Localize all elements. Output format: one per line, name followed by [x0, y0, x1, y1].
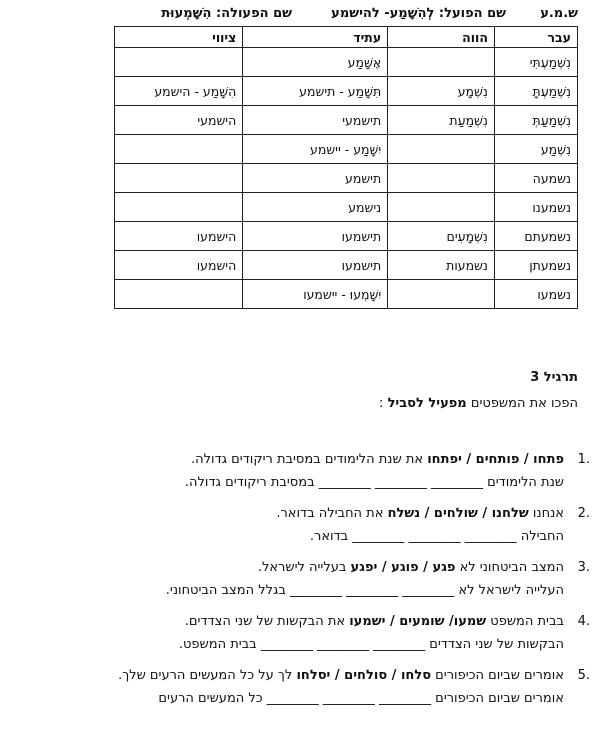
- sentence-line: [5, 556, 590, 579]
- exercise-title: תרגיל 3: [530, 370, 578, 385]
- item-number: .4: [577, 614, 590, 629]
- cell-imperative: הִשָּׁמַע - הישמע: [115, 77, 243, 106]
- root-code: ש.מ.ע: [540, 6, 578, 21]
- cell-future: תישמעו: [243, 222, 388, 251]
- action-noun-label: שם הפעולה: הִשָּׁמְעוּת: [161, 6, 292, 21]
- sentence-end: את שנת הלימודים במסיבת ריקודים גדולה.: [191, 452, 428, 467]
- sentence-start: המצב הביטחוני לא: [455, 560, 564, 575]
- sentence-start: אנחנו: [528, 506, 564, 521]
- table-row: [115, 222, 578, 251]
- instruction-colon: :: [379, 396, 388, 411]
- table-row: [115, 280, 578, 309]
- header-future: עתיד: [243, 27, 388, 48]
- sentence-start: בבית המשפט: [486, 614, 564, 629]
- cell-present: [388, 193, 495, 222]
- item-number: .3: [577, 560, 590, 575]
- cell-past: נשמעתם: [494, 222, 577, 251]
- cell-present: [388, 135, 495, 164]
- cell-future: נישמע: [243, 193, 388, 222]
- cell-present: [388, 48, 495, 77]
- cell-imperative: [115, 164, 243, 193]
- cell-future: תישמע: [243, 164, 388, 193]
- sentence-line: [5, 610, 590, 633]
- rewrite-line[interactable]: שנת הלימודים ________ ________ ________ במסיבת ריקודים גדולה.: [184, 475, 564, 490]
- verb-options: פגע / פוגע / יפגע: [350, 560, 456, 575]
- item-number: .1: [577, 452, 590, 467]
- cell-present: נִשְׁמַעַת: [388, 106, 495, 135]
- verb-options: שלחנו / שולחים / נשלח: [387, 506, 529, 521]
- sentence-start: אומרים שביום הכיפורים: [431, 668, 564, 683]
- exercise-item: [5, 664, 590, 710]
- verb-options: סלחו / סולחים / יסלחו: [296, 668, 432, 683]
- conjugation-table: [114, 26, 578, 309]
- verb-options: שמעו/ שומעים / ישמעו: [349, 614, 487, 629]
- table-row: [115, 135, 578, 164]
- sentence-end: בעלייה לישראל.: [257, 560, 351, 575]
- cell-present: [388, 280, 495, 309]
- cell-future: תישמעו: [243, 251, 388, 280]
- exercise-item: [5, 610, 590, 656]
- cell-future: יִשָּׁמַע - יישמע: [243, 135, 388, 164]
- rewrite-line[interactable]: הבקשות של שני הצדדים ________ ________ ________ בבית המשפט.: [178, 637, 564, 652]
- table-row: [115, 106, 578, 135]
- table-header-row: [115, 27, 578, 48]
- rewrite-line[interactable]: העלייה לישראל לא ________ ________ ________ בגלל המצב הביטחוני.: [165, 583, 564, 598]
- sentence-line: [5, 502, 590, 525]
- sentence-end: לך על כל המעשים הרעים שלך.: [118, 668, 297, 683]
- sentence-end: את החבילה בדואר.: [276, 506, 388, 521]
- table-row: [115, 193, 578, 222]
- sentence-end: את הבקשות של שני הצדדים.: [184, 614, 350, 629]
- cell-imperative: הישמעי: [115, 106, 243, 135]
- verb-header: [120, 6, 578, 26]
- cell-past: נִשְׁמַעְתָּ: [494, 77, 577, 106]
- table-row: [115, 77, 578, 106]
- rewrite-line[interactable]: אומרים שביום הכיפורים ________ ________ ________ כל המעשים הרעים: [158, 691, 564, 706]
- verb-options: פתחו / פותחים / יפתחו: [427, 452, 564, 467]
- table-row: [115, 164, 578, 193]
- item-number: .5: [577, 668, 590, 683]
- cell-imperative: [115, 280, 243, 309]
- cell-past: נשמעו: [494, 280, 577, 309]
- cell-imperative: [115, 48, 243, 77]
- infinitive-label: שם הפועל: לְהִשָּׁמַע- להישמע: [331, 6, 506, 21]
- instruction-emphasis: מפעיל לסביל: [387, 396, 467, 411]
- rewrite-line[interactable]: החבילה ________ ________ ________ בדואר.: [309, 529, 564, 544]
- cell-future: אֶשָּׁמַע: [243, 48, 388, 77]
- cell-past: נִשְׁמַעְתִּי: [494, 48, 577, 77]
- exercise-items: [5, 448, 590, 718]
- item-number: .2: [577, 506, 590, 521]
- cell-past: נשמעתן: [494, 251, 577, 280]
- cell-imperative: הישמעו: [115, 222, 243, 251]
- table-row: [115, 48, 578, 77]
- cell-present: [388, 164, 495, 193]
- exercise-item: [5, 448, 590, 494]
- cell-future: יִשָּׁמְעוּ - יישמעו: [243, 280, 388, 309]
- cell-past: נשמעה: [494, 164, 577, 193]
- header-past: עבר: [494, 27, 577, 48]
- conjugation-body: [115, 48, 578, 309]
- header-present: הווה: [388, 27, 495, 48]
- cell-present: נִשְׁמָע: [388, 77, 495, 106]
- instruction-text: הפכו את המשפטים: [466, 396, 578, 411]
- exercise-item: [5, 556, 590, 602]
- cell-imperative: הישמעו: [115, 251, 243, 280]
- cell-present: נשמעות: [388, 251, 495, 280]
- cell-past: נִשְׁמַע: [494, 135, 577, 164]
- table-row: [115, 251, 578, 280]
- cell-imperative: [115, 193, 243, 222]
- sentence-line: [5, 664, 590, 687]
- cell-imperative: [115, 135, 243, 164]
- cell-future: תישמעי: [243, 106, 388, 135]
- cell-future: תִּשָּׁמַע - תישמע: [243, 77, 388, 106]
- exercise-item: [5, 502, 590, 548]
- cell-past: נשמענו: [494, 193, 577, 222]
- sentence-line: [5, 448, 590, 471]
- exercise-instruction: [379, 396, 578, 411]
- cell-present: נִשְׁמָעִים: [388, 222, 495, 251]
- cell-past: נִשְׁמַעַתְּ: [494, 106, 577, 135]
- header-imperative: ציווי: [115, 27, 243, 48]
